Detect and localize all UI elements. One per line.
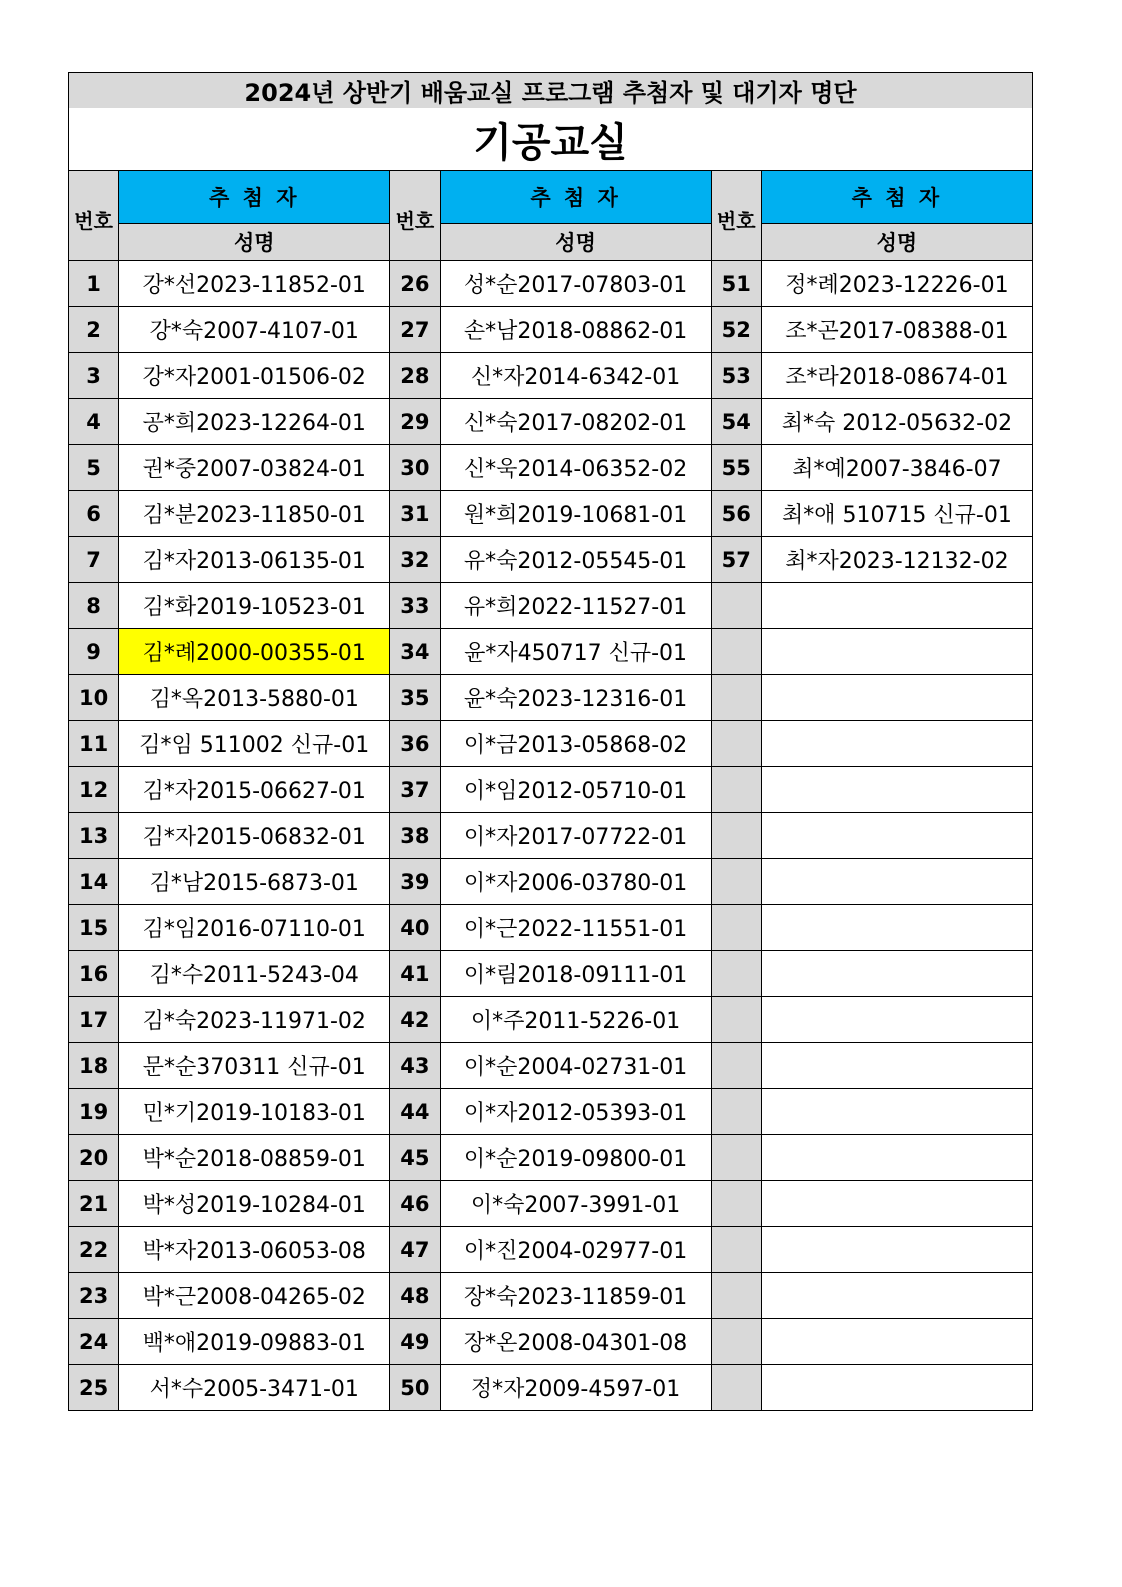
entry-name: 이*자2012-05393-01	[440, 1089, 711, 1135]
entry-number: 50	[390, 1365, 440, 1411]
entry-number: 24	[69, 1319, 119, 1365]
entry-number: 2	[69, 307, 119, 353]
entry-number: 4	[69, 399, 119, 445]
entry-number	[711, 1089, 761, 1135]
entry-name: 권*중2007-03824-01	[119, 445, 390, 491]
entry-name: 강*자2001-01506-02	[119, 353, 390, 399]
entry-name	[761, 1319, 1032, 1365]
entry-number	[711, 1135, 761, 1181]
entry-name: 최*예2007-3846-07	[761, 445, 1032, 491]
table-row	[69, 445, 1033, 491]
entry-number: 27	[390, 307, 440, 353]
entry-number: 44	[390, 1089, 440, 1135]
document-title: 2024년 상반기 배움교실 프로그램 추첨자 및 대기자 명단	[69, 73, 1033, 109]
entry-name: 조*라2018-08674-01	[761, 353, 1032, 399]
entry-number: 57	[711, 537, 761, 583]
table-row	[69, 307, 1033, 353]
entry-name: 원*희2019-10681-01	[440, 491, 711, 537]
entry-name: 김*옥2013-5880-01	[119, 675, 390, 721]
entry-number: 14	[69, 859, 119, 905]
table-row	[69, 1273, 1033, 1319]
entry-number: 31	[390, 491, 440, 537]
entry-number: 22	[69, 1227, 119, 1273]
entry-name: 성*순2017-07803-01	[440, 261, 711, 307]
table-row	[69, 767, 1033, 813]
number-column-header: 번호	[390, 171, 440, 261]
entry-name	[761, 997, 1032, 1043]
entry-number: 45	[390, 1135, 440, 1181]
entry-number: 40	[390, 905, 440, 951]
entry-number: 9	[69, 629, 119, 675]
entry-name: 장*온2008-04301-08	[440, 1319, 711, 1365]
entry-number: 38	[390, 813, 440, 859]
table-row	[69, 997, 1033, 1043]
table-row	[69, 1227, 1033, 1273]
entry-name	[761, 629, 1032, 675]
entry-number: 42	[390, 997, 440, 1043]
entry-name: 김*남2015-6873-01	[119, 859, 390, 905]
entry-name: 이*숙2007-3991-01	[440, 1181, 711, 1227]
entry-number	[711, 767, 761, 813]
entry-name	[761, 859, 1032, 905]
entry-name	[761, 583, 1032, 629]
entry-name: 윤*자450717 신규-01	[440, 629, 711, 675]
entry-name	[761, 1089, 1032, 1135]
entry-name: 이*진2004-02977-01	[440, 1227, 711, 1273]
entry-number: 36	[390, 721, 440, 767]
name-column-header: 성명	[440, 224, 711, 261]
entry-name: 김*임 511002 신규-01	[119, 721, 390, 767]
table-row	[69, 813, 1033, 859]
entry-number: 41	[390, 951, 440, 997]
entry-name	[761, 951, 1032, 997]
entry-number	[711, 813, 761, 859]
entry-number	[711, 997, 761, 1043]
winner-group-header: 추 첨 자	[761, 171, 1032, 224]
entry-name: 민*기2019-10183-01	[119, 1089, 390, 1135]
entry-name: 김*임2016-07110-01	[119, 905, 390, 951]
entry-name: 이*순2019-09800-01	[440, 1135, 711, 1181]
entry-number	[711, 859, 761, 905]
entry-name: 이*자2006-03780-01	[440, 859, 711, 905]
entry-name: 박*근2008-04265-02	[119, 1273, 390, 1319]
entry-name: 김*분2023-11850-01	[119, 491, 390, 537]
table-row	[69, 1089, 1033, 1135]
entry-name	[761, 767, 1032, 813]
entry-name: 최*숙 2012-05632-02	[761, 399, 1032, 445]
entry-name	[761, 675, 1032, 721]
entry-number: 30	[390, 445, 440, 491]
entry-name: 이*임2012-05710-01	[440, 767, 711, 813]
entry-number: 54	[711, 399, 761, 445]
entry-number: 35	[390, 675, 440, 721]
entry-name: 백*애2019-09883-01	[119, 1319, 390, 1365]
entry-number: 18	[69, 1043, 119, 1089]
entry-name: 신*자2014-6342-01	[440, 353, 711, 399]
entry-name: 김*화2019-10523-01	[119, 583, 390, 629]
entry-name: 김*례2000-00355-01	[119, 629, 390, 675]
entry-name: 이*근2022-11551-01	[440, 905, 711, 951]
table-row	[69, 1043, 1033, 1089]
entry-name: 손*남2018-08862-01	[440, 307, 711, 353]
entry-name	[761, 721, 1032, 767]
entry-number	[711, 675, 761, 721]
entry-name	[761, 813, 1032, 859]
entry-number: 48	[390, 1273, 440, 1319]
entry-number: 1	[69, 261, 119, 307]
entry-number: 55	[711, 445, 761, 491]
applicant-list-table	[68, 72, 1033, 1411]
entry-number: 28	[390, 353, 440, 399]
entry-number: 6	[69, 491, 119, 537]
class-name-heading: 기공교실	[69, 108, 1033, 171]
entry-name: 김*자2013-06135-01	[119, 537, 390, 583]
winner-group-header: 추 첨 자	[440, 171, 711, 224]
entry-number: 49	[390, 1319, 440, 1365]
entry-number: 11	[69, 721, 119, 767]
entry-name: 박*자2013-06053-08	[119, 1227, 390, 1273]
entry-number: 16	[69, 951, 119, 997]
table-row	[69, 629, 1033, 675]
entry-number: 34	[390, 629, 440, 675]
table-row	[69, 905, 1033, 951]
entry-number	[711, 629, 761, 675]
entry-number: 46	[390, 1181, 440, 1227]
table-row	[69, 1365, 1033, 1411]
entry-name: 강*숙2007-4107-01	[119, 307, 390, 353]
entry-name	[761, 1043, 1032, 1089]
entry-number: 23	[69, 1273, 119, 1319]
entry-number: 29	[390, 399, 440, 445]
entry-name: 서*수2005-3471-01	[119, 1365, 390, 1411]
entry-number: 19	[69, 1089, 119, 1135]
table-row	[69, 675, 1033, 721]
table-row	[69, 399, 1033, 445]
table-row	[69, 1135, 1033, 1181]
entry-number	[711, 1227, 761, 1273]
entry-number: 10	[69, 675, 119, 721]
entry-number: 3	[69, 353, 119, 399]
entry-name: 장*숙2023-11859-01	[440, 1273, 711, 1319]
entry-number: 52	[711, 307, 761, 353]
entry-number: 39	[390, 859, 440, 905]
entry-name: 김*자2015-06627-01	[119, 767, 390, 813]
entry-name: 유*숙2012-05545-01	[440, 537, 711, 583]
entry-name: 문*순370311 신규-01	[119, 1043, 390, 1089]
table-row	[69, 859, 1033, 905]
entry-name: 김*자2015-06832-01	[119, 813, 390, 859]
entry-name: 신*욱2014-06352-02	[440, 445, 711, 491]
entry-number: 21	[69, 1181, 119, 1227]
entry-name	[761, 905, 1032, 951]
entry-number: 5	[69, 445, 119, 491]
entry-number: 33	[390, 583, 440, 629]
entry-number: 51	[711, 261, 761, 307]
number-column-header: 번호	[69, 171, 119, 261]
entry-number: 20	[69, 1135, 119, 1181]
entry-name: 신*숙2017-08202-01	[440, 399, 711, 445]
entry-number: 12	[69, 767, 119, 813]
entry-name	[761, 1227, 1032, 1273]
entry-name	[761, 1181, 1032, 1227]
table-row	[69, 1181, 1033, 1227]
entry-number	[711, 1181, 761, 1227]
entry-name	[761, 1365, 1032, 1411]
entry-name: 박*순2018-08859-01	[119, 1135, 390, 1181]
entry-name: 최*자2023-12132-02	[761, 537, 1032, 583]
entry-name: 정*자2009-4597-01	[440, 1365, 711, 1411]
entry-name: 윤*숙2023-12316-01	[440, 675, 711, 721]
entry-name: 조*곤2017-08388-01	[761, 307, 1032, 353]
table-row	[69, 583, 1033, 629]
entry-number	[711, 951, 761, 997]
table-row	[69, 951, 1033, 997]
entry-number: 53	[711, 353, 761, 399]
table-row	[69, 721, 1033, 767]
entry-number: 7	[69, 537, 119, 583]
table-row	[69, 261, 1033, 307]
number-column-header: 번호	[711, 171, 761, 261]
entry-name: 정*례2023-12226-01	[761, 261, 1032, 307]
entry-number: 17	[69, 997, 119, 1043]
entry-number: 56	[711, 491, 761, 537]
entry-name: 이*금2013-05868-02	[440, 721, 711, 767]
name-column-header: 성명	[761, 224, 1032, 261]
entry-name: 공*희2023-12264-01	[119, 399, 390, 445]
entry-number	[711, 1365, 761, 1411]
entry-name: 최*애 510715 신규-01	[761, 491, 1032, 537]
entry-number	[711, 905, 761, 951]
entry-number	[711, 1043, 761, 1089]
winner-group-header: 추 첨 자	[119, 171, 390, 224]
entry-number	[711, 583, 761, 629]
entry-number: 47	[390, 1227, 440, 1273]
entry-number: 15	[69, 905, 119, 951]
entry-name: 김*수2011-5243-04	[119, 951, 390, 997]
entry-name	[761, 1273, 1032, 1319]
table-row	[69, 537, 1033, 583]
table-row	[69, 353, 1033, 399]
entry-name: 이*림2018-09111-01	[440, 951, 711, 997]
entry-number	[711, 1273, 761, 1319]
entry-number: 26	[390, 261, 440, 307]
entry-name: 김*숙2023-11971-02	[119, 997, 390, 1043]
entry-name: 이*자2017-07722-01	[440, 813, 711, 859]
entry-number: 25	[69, 1365, 119, 1411]
entry-name	[761, 1135, 1032, 1181]
entry-number: 32	[390, 537, 440, 583]
entry-number: 8	[69, 583, 119, 629]
table-row	[69, 1319, 1033, 1365]
entry-number: 37	[390, 767, 440, 813]
entry-name: 이*주2011-5226-01	[440, 997, 711, 1043]
entry-number	[711, 1319, 761, 1365]
entry-number: 43	[390, 1043, 440, 1089]
entry-name: 강*선2023-11852-01	[119, 261, 390, 307]
entry-name: 이*순2004-02731-01	[440, 1043, 711, 1089]
entry-name: 유*희2022-11527-01	[440, 583, 711, 629]
entry-number	[711, 721, 761, 767]
entry-rows	[69, 261, 1033, 1411]
name-column-header: 성명	[119, 224, 390, 261]
table-row	[69, 491, 1033, 537]
entry-name: 박*성2019-10284-01	[119, 1181, 390, 1227]
entry-number: 13	[69, 813, 119, 859]
